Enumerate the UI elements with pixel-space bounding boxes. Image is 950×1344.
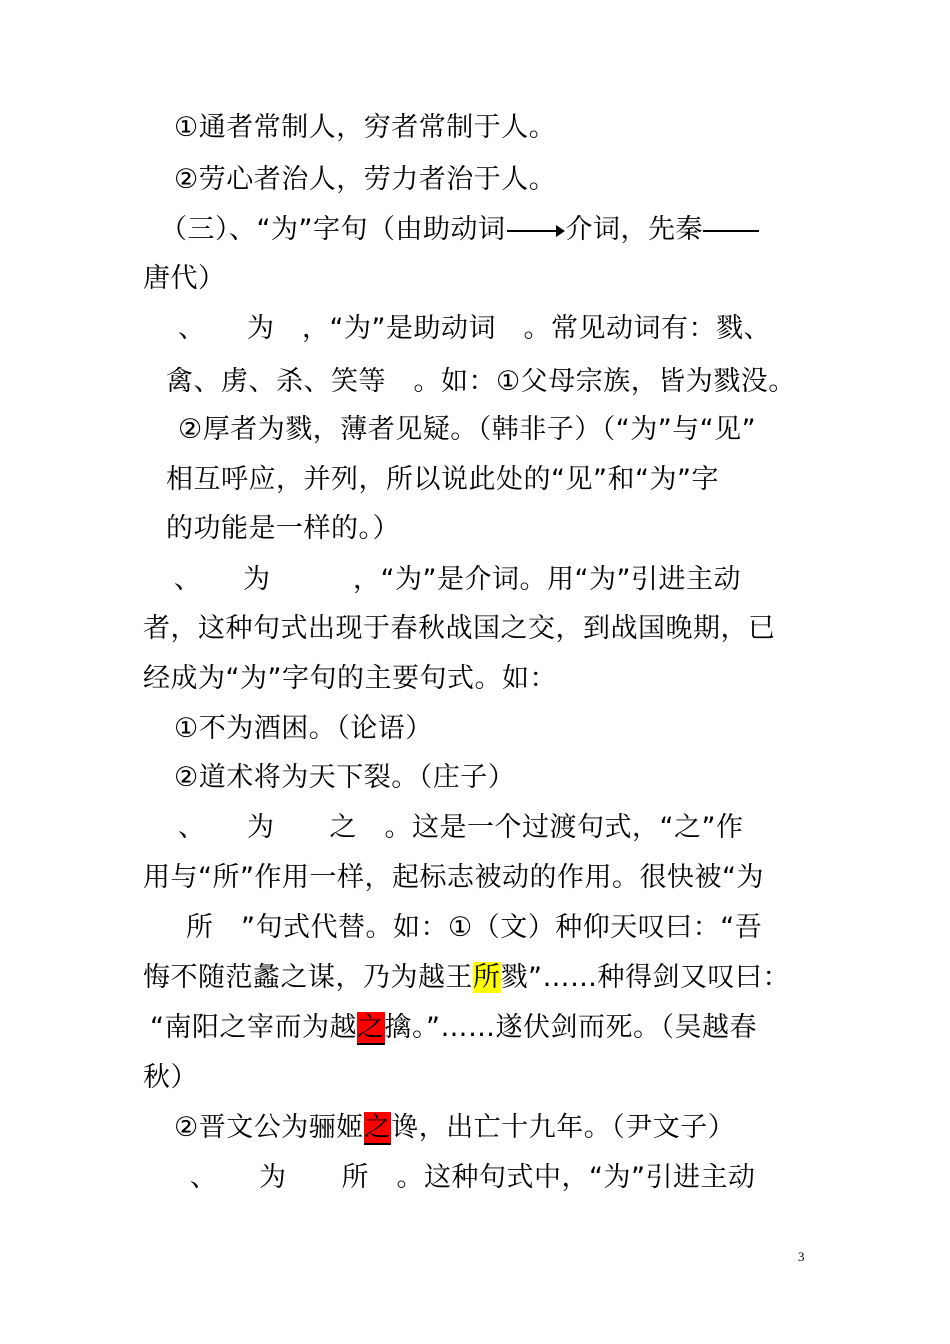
text-segment: “南阳之宰而为越 [150, 1012, 357, 1043]
text-line-5: 、 为 ，“为”是助动词 。常见动词有：戮、 [178, 313, 771, 344]
dash-line [703, 230, 759, 232]
text-line-6: 禽、虏、杀、笑等 。如：①父母宗族，皆为戮没。 [166, 366, 796, 397]
text-line-14: ②道术将为天下裂。（庄子） [174, 762, 516, 793]
highlighted-char-zhi: 之 [357, 1012, 385, 1043]
text-line-2: ②劳心者治人，劳力者治于人。 [174, 164, 557, 195]
heading-text-part1: （三）、“为”字句（由助动词 [160, 214, 506, 245]
text-line-9: 的功能是一样的。） [166, 513, 400, 544]
text-segment: ②晋文公为骊姬 [174, 1112, 364, 1143]
highlighted-char-suo: 所 [473, 962, 501, 993]
text-line-21 [174, 1110, 735, 1146]
text-line-15: 、 为 之 。这是一个过渡句式，“之”作 [178, 812, 744, 843]
page-number: 3 [798, 1249, 805, 1264]
text-line-10: 、 为 ，“为”是介词。用“为”引进主动 [174, 564, 741, 595]
text-line-16: 用与“所”作用一样，起标志被动的作用。很快被“为 [143, 862, 764, 893]
highlighted-char-zhi: 之 [363, 1112, 392, 1143]
text-line-13: ①不为酒困。（论语） [174, 713, 433, 744]
text-line-12: 经成为“为”字句的主要句式。如： [143, 663, 557, 694]
text-line-1: ①通者常制人，穷者常制于人。 [174, 112, 557, 143]
text-line-19 [150, 1010, 757, 1046]
right-arrow-icon [507, 230, 563, 232]
text-segment: 悔不随范蠡之谋，乃为越王 [143, 962, 473, 993]
text-line-17: 所 ”句式代替。如：①（文）种仰天叹曰：“吾 [186, 912, 763, 943]
text-segment: 戮”……种得剑又叹曰： [500, 962, 790, 993]
heading-text-part2: 介词，先秦 [565, 214, 703, 245]
text-line-7: ②厚者为戮，薄者见疑。（韩非子）（“为”与“见” [178, 414, 757, 445]
section-heading [160, 212, 759, 248]
text-segment: 擒。”……遂伏剑而死。（吴越春 [384, 1012, 757, 1043]
text-line-4: 唐代） [143, 263, 226, 294]
text-segment: 谗，出亡十九年。（尹文子） [391, 1112, 736, 1143]
text-line-22: 、 为 所 。这种句式中，“为”引进主动 [190, 1162, 756, 1193]
text-line-11: 者，这种句式出现于春秋战国之交，到战国晚期，已 [143, 613, 776, 644]
text-line-18 [143, 960, 790, 996]
text-line-8: 相互呼应，并列，所以说此处的“见”和“为”字 [166, 464, 719, 495]
text-line-20: 秋） [143, 1062, 198, 1093]
